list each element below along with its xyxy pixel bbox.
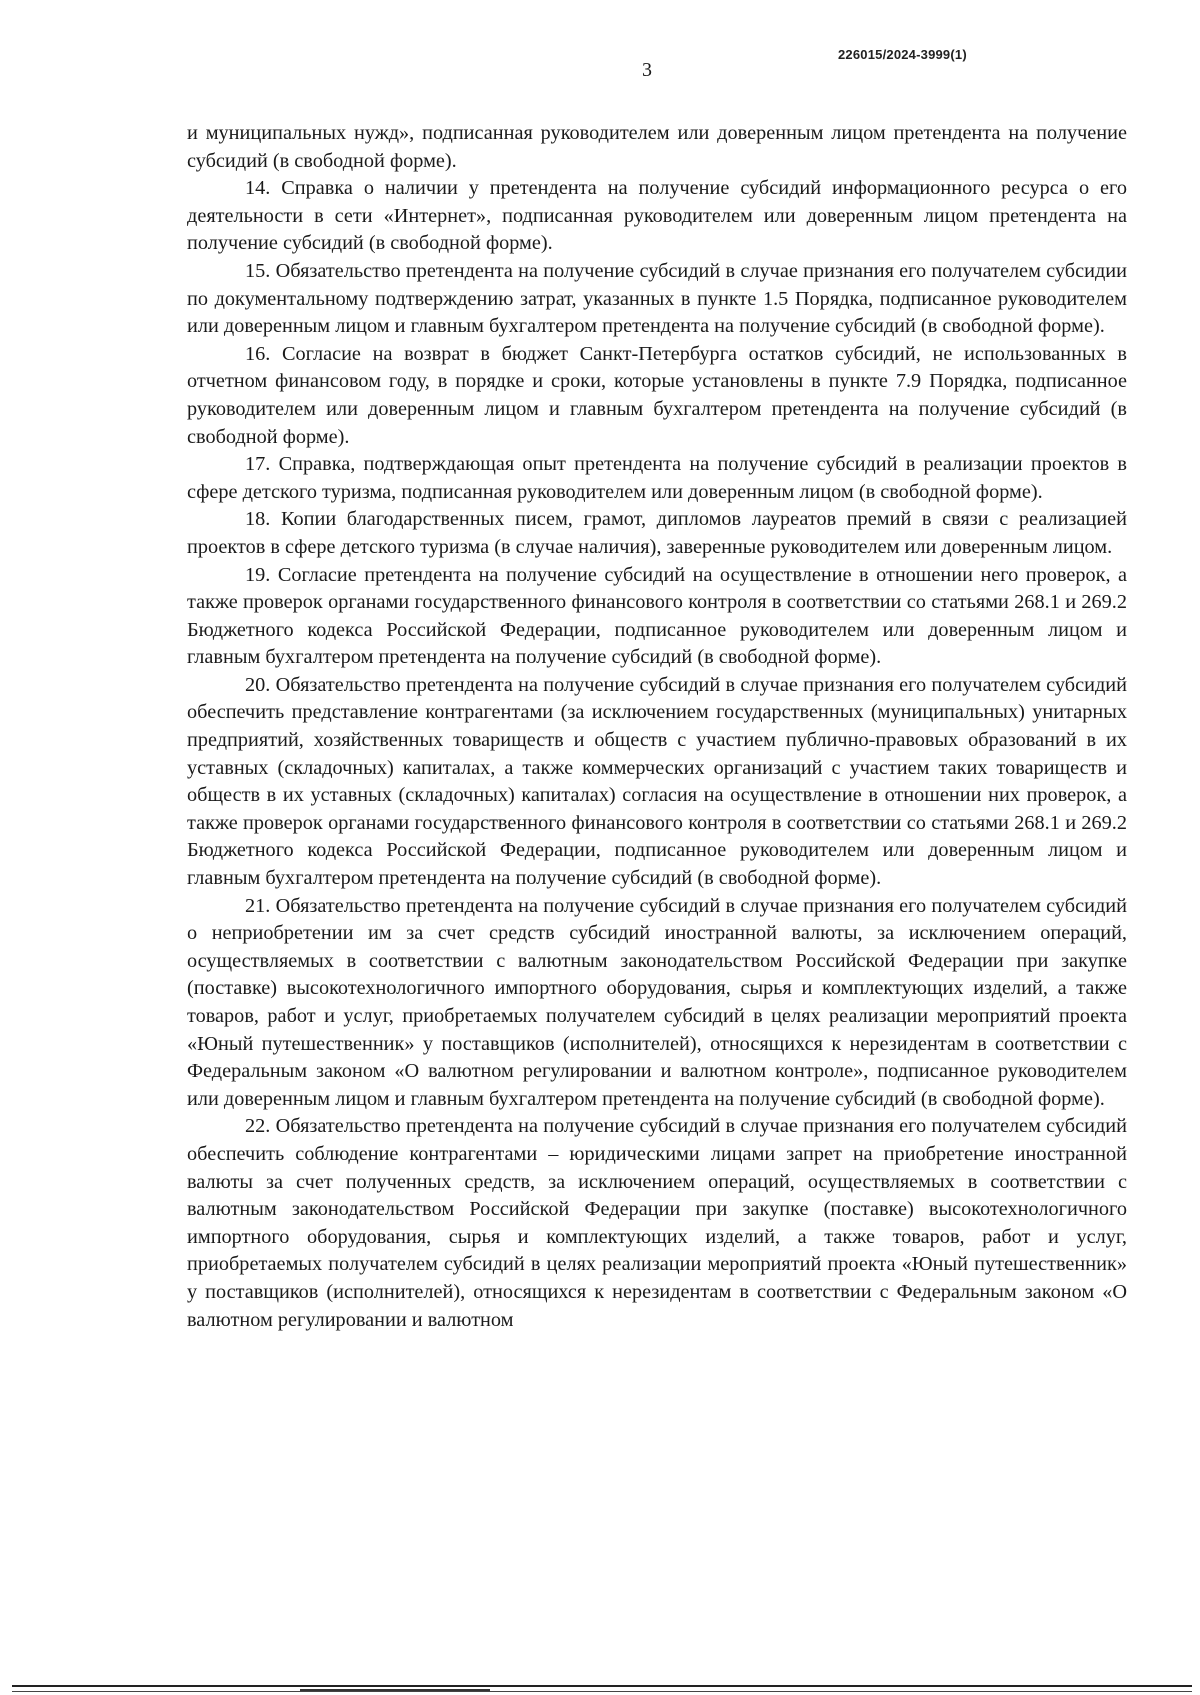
paragraph-20: 20. Обязательство претендента на получение субсидий в случае признания его получателем субсидий обеспечить представление контрагентами (за исключением государственных (муниципальных) унитарных предприятий, хозяйственных товариществ и обществ с участием публично-правовых образований в их уставных (складочных) капиталах, а также коммерческих организаций с участием таких товариществ и обществ в их уставных (складочных) капиталах) согласия на осуществление в отношении них проверок, а также проверок органами государственного финансового контроля в соответствии со статьями 268.1 и 269.2 Бюджетного кодекса Российской Федерации, подписанное руководителем или доверенным лицом и главным бухгалтером претендента на получение субсидий (в свободной форме). xyxy=(187,673,1127,890)
paragraph-19: 19. Согласие претендента на получение субсидий на осуществление в отношении него проверок, а также проверок органами государственного финансового контроля в соответствии со статьями 268.1 и 269.2 Бюджетного кодекса Российской Федерации, подписанное руководителем или доверенным лицом и главным бухгалтером претендента на получение субсидий (в свободной форме). xyxy=(187,563,1127,669)
paragraph-22: 22. Обязательство претендента на получение субсидий в случае признания его получателем субсидий обеспечить соблюдение контрагентами – юридическими лицами запрет на приобретение иностранной валюты за счет полученных средств, за исключением операций, осуществляемых в соответствии с валютным законодательством Российской Федерации при закупке (поставке) высокотехнологичного импортного оборудования, сырья и комплектующих изделий, а также товаров, работ и услуг, приобретаемых получателем субсидий в целях реализации мероприятий проекта «Юный путешественник» у поставщиков (исполнителей), относящихся к нерезидентам в соответствии с Федеральным законом «О валютном регулировании и валютном xyxy=(187,1115,1127,1331)
paragraph-18: 18. Копии благодарственных писем, грамот, дипломов лауреатов премий в связи с реализацией проектов в сфере детского туризма (в случае наличия), заверенные руководителем или доверенным лицом. xyxy=(187,508,1127,558)
paragraph-16: 16. Согласие на возврат в бюджет Санкт-Петербурга остатков субсидий, не использованных в отчетном финансовом году, в порядке и сроки, которые установлены в пункте 7.9 Порядка, подписанное руководителем или доверенным лицом и главным бухгалтером претендента на получение субсидий (в свободной форме). xyxy=(187,342,1127,448)
page-number: 3 xyxy=(642,59,652,81)
paragraph-14: 14. Справка о наличии у претендента на получение субсидий информационного ресурса о его деятельности в сети «Интернет», подписанная руководителем или доверенным лицом претендента на получение субсидий (в свободной форме). xyxy=(187,177,1127,255)
document-registration-number: 226015/2024-3999(1) xyxy=(838,47,967,62)
scan-bottom-edge-line xyxy=(12,1685,1192,1692)
document-body xyxy=(187,120,1127,1334)
paragraph-21: 21. Обязательство претендента на получение субсидий в случае признания его получателем субсидий о неприобретении им за счет средств субсидий иностранной валюты, за исключением операций, осуществляемых в соответствии с валютным законодательством Российской Федерации при закупке (поставке) высокотехнологичного импортного оборудования, сырья и комплектующих изделий, а также товаров, работ и услуг, приобретаемых получателем субсидий в целях реализации мероприятий проекта «Юный путешественник» у поставщиков (исполнителей), относящихся к нерезидентам в соответствии с Федеральным законом «О валютном регулировании и валютном контроле», подписанное руководителем или доверенным лицом и главным бухгалтером претендента на получение субсидий (в свободной форме). xyxy=(187,894,1127,1110)
scan-bottom-edge-mark xyxy=(300,1689,490,1691)
paragraph-15: 15. Обязательство претендента на получение субсидий в случае признания его получателем субсидии по документальному подтверждению затрат, указанных в пункте 1.5 Порядка, подписанное руководителем или доверенным лицом и главным бухгалтером претендента на получение субсидий (в свободной форме). xyxy=(187,259,1127,338)
paragraph-17: 17. Справка, подтверждающая опыт претендента на получение субсидий в реализации проектов в сфере детского туризма, подписанная руководителем или доверенным лицом (в свободной форме). xyxy=(187,453,1127,503)
paragraph-13-continuation: и муниципальных нужд», подписанная руководителем или доверенным лицом претендента на получение субсидий (в свободной форме). xyxy=(187,122,1127,172)
